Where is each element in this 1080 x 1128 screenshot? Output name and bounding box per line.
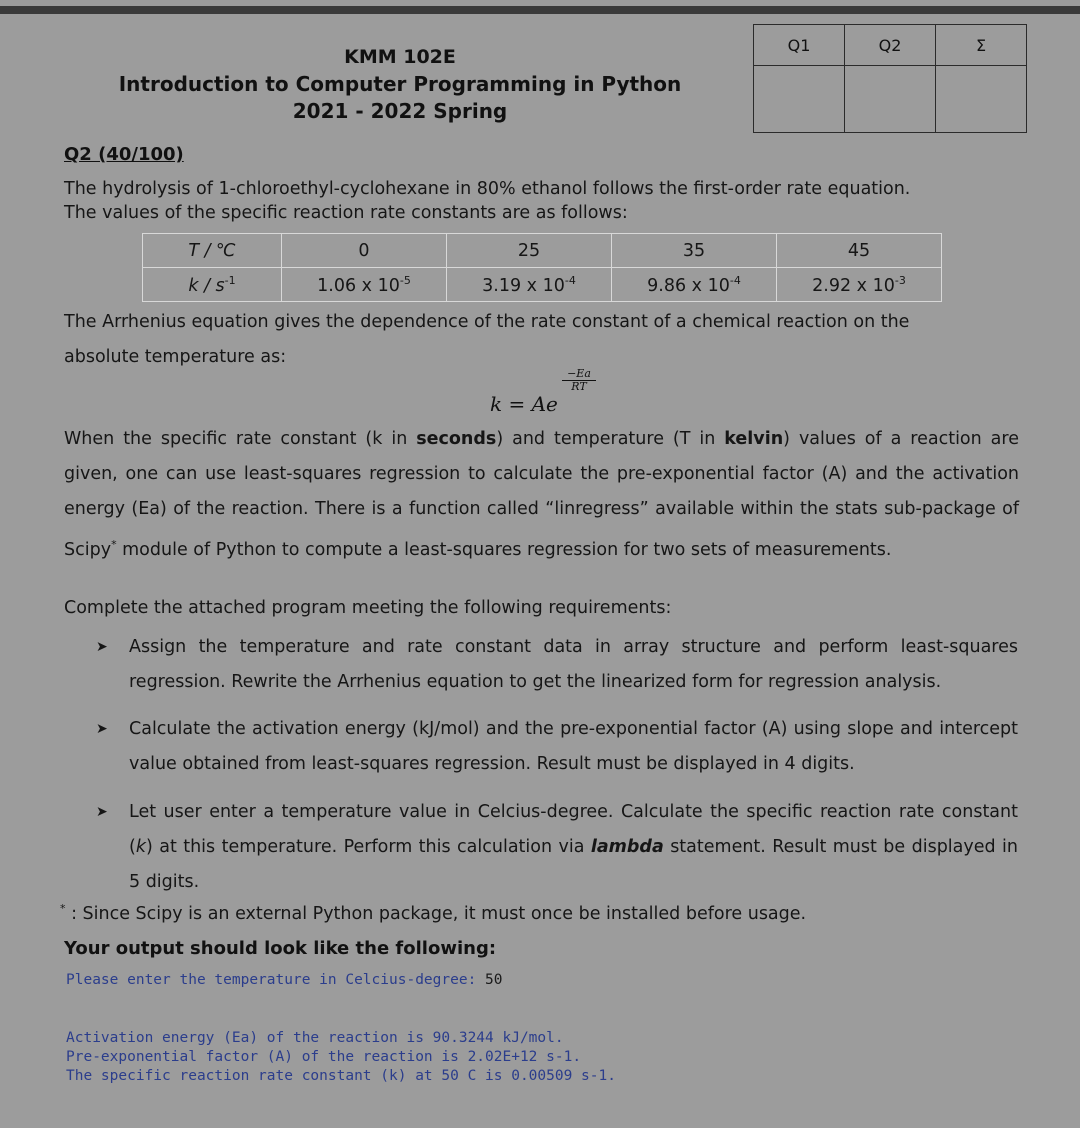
question-intro: [64, 177, 1019, 225]
bold-seconds: seconds: [416, 429, 497, 449]
lambda-keyword: lambda: [590, 837, 664, 857]
rate-constant-row: [143, 268, 942, 302]
console-line: Pre-exponential factor (A) of the reaction is 2.02E+12 s-1.: [66, 1049, 582, 1065]
arrow-bullet-icon: ➤: [96, 721, 108, 737]
footnote: * : Since Scipy is an external Python package, it must once be installed before usage.: [60, 902, 807, 924]
course-code: KMM 102E: [344, 46, 456, 68]
arrhenius-line-1: The Arrhenius equation gives the dependence of the rate constant of a chemical reaction on the: [64, 312, 910, 332]
arrow-bullet-icon: ➤: [96, 804, 108, 820]
requirement-item: ➤ Let user enter a temperature value in Celcius-degree. Calculate the specific reaction rate constant (k) at this temperature. Perform this calculation via lambda statement. Result must be displayed in 5 digits.: [96, 795, 1018, 900]
temperature-row: [143, 234, 942, 268]
arrhenius-intro: [64, 305, 1019, 375]
intro-line-2: The values of the specific reaction rate constants are as follows:: [64, 203, 628, 223]
arrhenius-line-2: absolute temperature as:: [64, 347, 287, 367]
score-cell-q2: [845, 66, 936, 133]
requirement-item: ➤ Assign the temperature and rate constant data in array structure and perform least-squares regression. Rewrite the Arrhenius equation to get the linearized form for regression analysis.: [96, 630, 1018, 700]
console-prompt: Please enter the temperature in Celcius-degree: 50: [66, 972, 503, 988]
intro-line-1: The hydrolysis of 1-chloroethyl-cyclohexane in 80% ethanol follows the first-order rate equation.: [64, 179, 911, 199]
table-cell: 35: [612, 234, 777, 268]
score-table: [753, 24, 1027, 133]
table-cell: 25: [447, 234, 612, 268]
console-line: The specific reaction rate constant (k) at 50 C is 0.00509 s-1.: [66, 1068, 616, 1084]
table-cell: 9.86 x $10^{-4}$: [612, 268, 777, 302]
equation-exponent: [562, 368, 596, 393]
course-title: Introduction to Computer Programming in Python: [118, 72, 682, 96]
course-term: 2021 - 2022 Spring: [292, 99, 508, 123]
requirement-item: ➤ Calculate the activation energy (kJ/mol) and the pre-exponential factor (A) using slope and intercept value obtained from least-squares regression. Result must be displayed in 4 digits.: [96, 712, 1018, 782]
score-cell-q1: [754, 66, 845, 133]
table-cell: 1.06 x $10^{-5}$: [282, 268, 447, 302]
question-title: Q2 (40/100): [64, 144, 184, 165]
table-cell: 0: [282, 234, 447, 268]
score-header-q1: Q1: [754, 25, 845, 66]
rate-data-table: [142, 233, 942, 302]
temperature-label: T / ℃: [143, 234, 282, 268]
exponent-denominator: RT: [571, 380, 587, 393]
console-output: [66, 1010, 616, 1105]
equation-lhs: k = Ae: [490, 392, 558, 416]
score-header-sum: Σ: [936, 25, 1027, 66]
top-border-bar: [0, 6, 1080, 14]
console-line: Activation energy (Ea) of the reaction is 90.3244 kJ/mol.: [66, 1030, 564, 1046]
table-cell: 3.19 x $10^{-4}$: [447, 268, 612, 302]
output-title: Your output should look like the following:: [64, 938, 497, 959]
score-cell-sum: [936, 66, 1027, 133]
score-header-q2: Q2: [845, 25, 936, 66]
console-input-value: 50: [485, 972, 503, 988]
course-header: [60, 44, 740, 125]
table-cell: 45: [777, 234, 942, 268]
bold-kelvin: kelvin: [724, 429, 784, 449]
description-paragraph: When the specific rate constant (k in seconds) and temperature (T in kelvin) values of a reaction are given, one can use least-squares regression to calculate the pre-exponential factor (A) and the activation energy (Ea) of the reaction. There is a function called “linregress” available within the stats sub-package of Scipy* module of Python to compute a least-squares regression for two sets of measurements.: [64, 429, 1019, 560]
rate-constant-label: k / $s^{-1}$: [143, 268, 282, 302]
requirements-intro: Complete the attached program meeting the following requirements:: [64, 598, 672, 618]
arrow-bullet-icon: ➤: [96, 639, 108, 655]
exponent-numerator: −Ea: [562, 368, 596, 381]
table-cell: 2.92 x $10^{-3}$: [777, 268, 942, 302]
